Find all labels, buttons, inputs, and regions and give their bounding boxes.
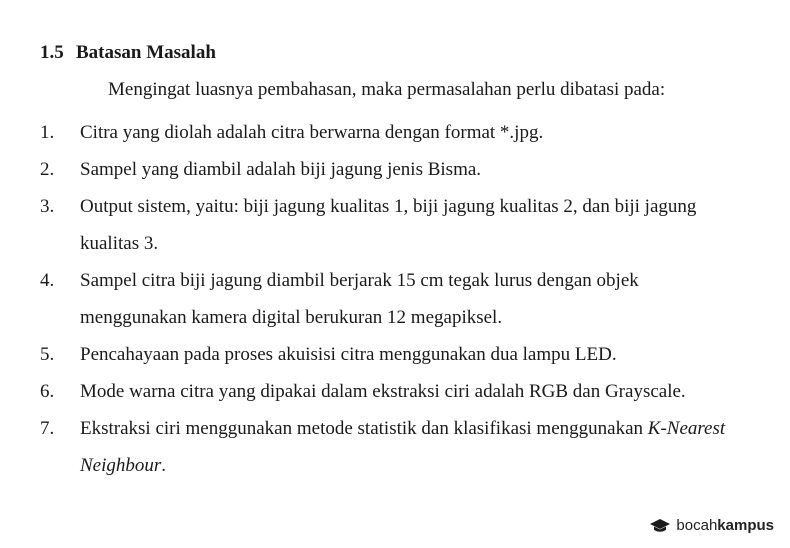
list-item-number: 6. bbox=[40, 381, 55, 402]
list-item-number: 5. bbox=[40, 344, 55, 365]
list-item bbox=[40, 373, 750, 410]
intro-paragraph: Mengingat luasnya pembahasan, maka permasalahan perlu dibatasi pada: bbox=[108, 79, 666, 100]
watermark-text-part2: kampus bbox=[717, 517, 774, 534]
list-item-number: 7. bbox=[40, 418, 55, 439]
section-title: Batasan Masalah bbox=[76, 42, 216, 63]
limitations-list bbox=[40, 114, 750, 484]
list-item-number: 3. bbox=[40, 196, 55, 217]
list-item bbox=[40, 410, 750, 484]
list-item-text-italic: K-Nearest Neighbour bbox=[80, 418, 726, 476]
list-item-text-plain: Ekstraksi ciri menggunakan metode statistik dan klasifikasi menggunakan bbox=[80, 418, 648, 439]
list-item bbox=[40, 151, 750, 188]
list-item-number: 4. bbox=[40, 270, 55, 291]
list-item-text-end: . bbox=[161, 455, 167, 476]
list-item-text: Pencahayaan pada proses akuisisi citra menggunakan dua lampu LED. bbox=[80, 344, 617, 365]
section-number: 1.5 bbox=[40, 42, 64, 63]
list-item-text bbox=[80, 410, 750, 484]
section-heading bbox=[40, 40, 216, 66]
list-item bbox=[40, 114, 750, 151]
list-item bbox=[40, 262, 750, 336]
graduation-cap-icon bbox=[649, 518, 671, 534]
list-item bbox=[40, 188, 750, 262]
watermark-logo bbox=[649, 517, 774, 534]
list-item-text: Mode warna citra yang dipakai dalam ekstraksi ciri adalah RGB dan Grayscale. bbox=[80, 381, 686, 402]
list-item-text: Citra yang diolah adalah citra berwarna dengan format *.jpg. bbox=[80, 122, 544, 143]
list-item-number: 2. bbox=[40, 159, 55, 180]
list-item-text: Sampel yang diambil adalah biji jagung jenis Bisma. bbox=[80, 159, 482, 180]
list-item-number: 1. bbox=[40, 122, 55, 143]
list-item-text: Output sistem, yaitu: biji jagung kualitas 1, biji jagung kualitas 2, dan biji jagung kualitas 3. bbox=[80, 196, 697, 254]
list-item bbox=[40, 336, 750, 373]
watermark-text-part1: bocah bbox=[676, 517, 718, 534]
list-item-text: Sampel citra biji jagung diambil berjarak 15 cm tegak lurus dengan objek menggunakan kamera digital berukuran 12 megapiksel. bbox=[80, 270, 639, 328]
